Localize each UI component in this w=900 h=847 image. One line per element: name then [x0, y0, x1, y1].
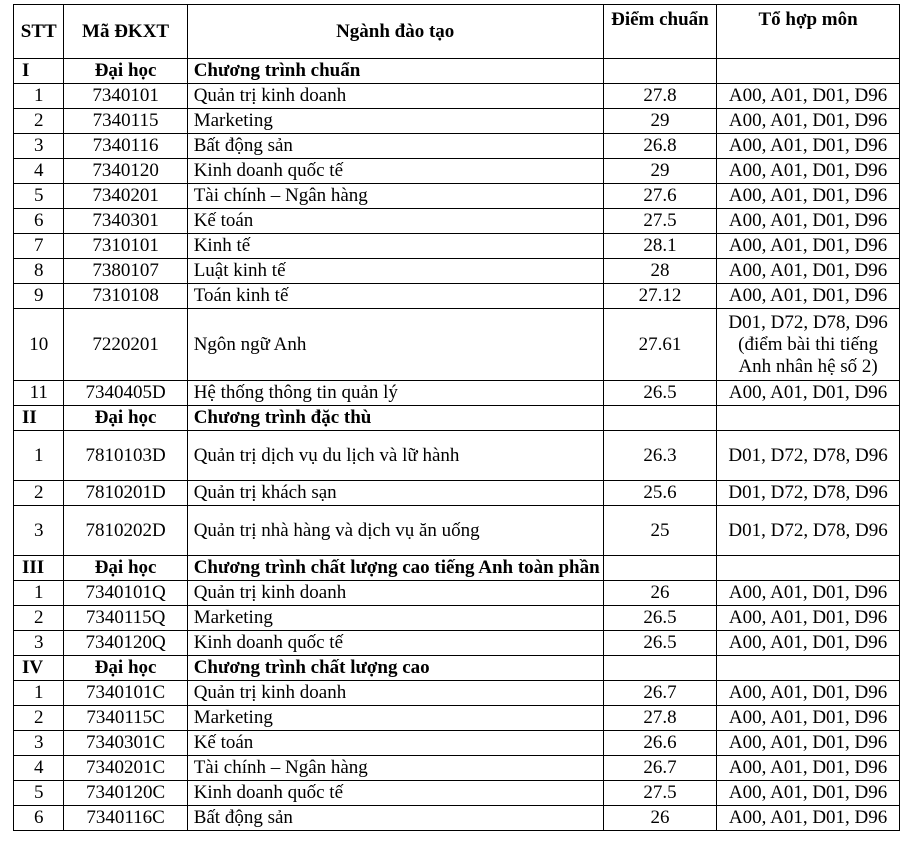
section-header-row — [14, 406, 900, 431]
row-score: 27.12 — [603, 284, 717, 309]
row-combo: A00, A01, D01, D96 — [717, 134, 900, 159]
header-code: Mã ĐKXT — [64, 5, 187, 59]
row-stt: 1 — [14, 431, 64, 481]
row-combo: A00, A01, D01, D96 — [717, 731, 900, 756]
row-stt: 1 — [14, 84, 64, 109]
row-score: 26.5 — [603, 606, 717, 631]
table-row — [14, 309, 900, 381]
row-code: 7380107 — [64, 259, 187, 284]
row-score: 27.5 — [603, 209, 717, 234]
section-number: II — [14, 406, 64, 431]
row-code: 7340405D — [64, 381, 187, 406]
row-major: Ngôn ngữ Anh — [187, 309, 603, 381]
row-score: 26.3 — [603, 431, 717, 481]
row-major: Tài chính – Ngân hàng — [187, 756, 603, 781]
section-empty-cell — [717, 59, 900, 84]
section-number: IV — [14, 656, 64, 681]
row-combo: A00, A01, D01, D96 — [717, 159, 900, 184]
table-row — [14, 184, 900, 209]
row-combo: A00, A01, D01, D96 — [717, 284, 900, 309]
row-combo: A00, A01, D01, D96 — [717, 706, 900, 731]
table-row — [14, 731, 900, 756]
row-code: 7340120 — [64, 159, 187, 184]
row-stt: 8 — [14, 259, 64, 284]
row-code: 7340101C — [64, 681, 187, 706]
row-combo: A00, A01, D01, D96 — [717, 209, 900, 234]
row-combo: A00, A01, D01, D96 — [717, 259, 900, 284]
row-major: Bất động sản — [187, 134, 603, 159]
table-row — [14, 781, 900, 806]
row-score: 26 — [603, 581, 717, 606]
row-code: 7340115Q — [64, 606, 187, 631]
row-combo: D01, D72, D78, D96 — [717, 506, 900, 556]
section-empty-cell — [603, 656, 717, 681]
row-code: 7340115C — [64, 706, 187, 731]
row-combo: A00, A01, D01, D96 — [717, 781, 900, 806]
row-stt: 10 — [14, 309, 64, 381]
row-combo: A00, A01, D01, D96 — [717, 381, 900, 406]
section-program: Chương trình chất lượng cao — [187, 656, 603, 681]
row-stt: 1 — [14, 681, 64, 706]
table-row — [14, 134, 900, 159]
row-combo: A00, A01, D01, D96 — [717, 234, 900, 259]
row-score: 25.6 — [603, 481, 717, 506]
row-stt: 2 — [14, 481, 64, 506]
row-stt: 5 — [14, 184, 64, 209]
row-stt: 4 — [14, 756, 64, 781]
row-code: 7340120Q — [64, 631, 187, 656]
table-row — [14, 581, 900, 606]
row-score: 26.5 — [603, 381, 717, 406]
row-code: 7220201 — [64, 309, 187, 381]
row-combo: A00, A01, D01, D96 — [717, 109, 900, 134]
row-combo: D01, D72, D78, D96 (điểm bài thi tiếng Anh nhân hệ số 2) — [717, 309, 900, 381]
row-score: 27.6 — [603, 184, 717, 209]
row-stt: 3 — [14, 506, 64, 556]
header-stt: STT — [14, 5, 64, 59]
table-row — [14, 284, 900, 309]
table-row — [14, 431, 900, 481]
section-number: I — [14, 59, 64, 84]
header-major: Ngành đào tạo — [187, 5, 603, 59]
section-level: Đại học — [64, 656, 187, 681]
row-score: 28.1 — [603, 234, 717, 259]
row-stt: 9 — [14, 284, 64, 309]
row-major: Quản trị kinh doanh — [187, 84, 603, 109]
row-score: 25 — [603, 506, 717, 556]
row-code: 7810103D — [64, 431, 187, 481]
section-empty-cell — [717, 406, 900, 431]
row-major: Kinh doanh quốc tế — [187, 159, 603, 184]
section-empty-cell — [717, 556, 900, 581]
row-stt: 2 — [14, 109, 64, 134]
row-score: 27.61 — [603, 309, 717, 381]
row-code: 7340120C — [64, 781, 187, 806]
row-code: 7340115 — [64, 109, 187, 134]
row-combo: A00, A01, D01, D96 — [717, 806, 900, 831]
table-row — [14, 681, 900, 706]
section-program: Chương trình chuẩn — [187, 59, 603, 84]
row-code: 7340116 — [64, 134, 187, 159]
row-major: Quản trị nhà hàng và dịch vụ ăn uống — [187, 506, 603, 556]
row-major: Kinh doanh quốc tế — [187, 631, 603, 656]
table-row — [14, 209, 900, 234]
row-stt: 6 — [14, 806, 64, 831]
row-code: 7340301 — [64, 209, 187, 234]
row-code: 7340116C — [64, 806, 187, 831]
row-code: 7810202D — [64, 506, 187, 556]
section-header-row — [14, 59, 900, 84]
row-stt: 2 — [14, 606, 64, 631]
row-major: Kinh tế — [187, 234, 603, 259]
table-row — [14, 506, 900, 556]
section-empty-cell — [717, 656, 900, 681]
header-score: Điểm chuẩn — [603, 5, 717, 59]
table-row — [14, 806, 900, 831]
section-program: Chương trình chất lượng cao tiếng Anh toàn phần — [187, 556, 603, 581]
row-code: 7340201C — [64, 756, 187, 781]
row-score: 29 — [603, 159, 717, 184]
row-stt: 6 — [14, 209, 64, 234]
row-combo: A00, A01, D01, D96 — [717, 581, 900, 606]
row-score: 26.8 — [603, 134, 717, 159]
table-body — [14, 59, 900, 831]
row-major: Quản trị kinh doanh — [187, 581, 603, 606]
row-code: 7810201D — [64, 481, 187, 506]
header-combo: Tổ hợp môn — [717, 5, 900, 59]
row-major: Hệ thống thông tin quản lý — [187, 381, 603, 406]
row-score: 27.5 — [603, 781, 717, 806]
row-major: Marketing — [187, 606, 603, 631]
row-stt: 4 — [14, 159, 64, 184]
section-empty-cell — [603, 556, 717, 581]
row-stt: 2 — [14, 706, 64, 731]
table-row — [14, 381, 900, 406]
row-stt: 3 — [14, 631, 64, 656]
admission-score-table — [13, 4, 900, 831]
table-row — [14, 756, 900, 781]
row-major: Kế toán — [187, 731, 603, 756]
row-stt: 3 — [14, 134, 64, 159]
row-stt: 1 — [14, 581, 64, 606]
row-score: 26 — [603, 806, 717, 831]
row-stt: 3 — [14, 731, 64, 756]
row-major: Kế toán — [187, 209, 603, 234]
section-level: Đại học — [64, 59, 187, 84]
section-level: Đại học — [64, 556, 187, 581]
table-row — [14, 631, 900, 656]
row-combo: A00, A01, D01, D96 — [717, 606, 900, 631]
row-major: Luật kinh tế — [187, 259, 603, 284]
table-row — [14, 606, 900, 631]
row-combo: D01, D72, D78, D96 — [717, 481, 900, 506]
row-score: 28 — [603, 259, 717, 284]
row-major: Bất động sản — [187, 806, 603, 831]
row-score: 26.7 — [603, 756, 717, 781]
table-row — [14, 706, 900, 731]
row-stt: 5 — [14, 781, 64, 806]
row-stt: 7 — [14, 234, 64, 259]
row-major: Tài chính – Ngân hàng — [187, 184, 603, 209]
row-stt: 11 — [14, 381, 64, 406]
row-score: 27.8 — [603, 84, 717, 109]
row-code: 7340101Q — [64, 581, 187, 606]
table-row — [14, 84, 900, 109]
row-major: Marketing — [187, 706, 603, 731]
row-code: 7340201 — [64, 184, 187, 209]
row-major: Toán kinh tế — [187, 284, 603, 309]
row-major: Quản trị dịch vụ du lịch và lữ hành — [187, 431, 603, 481]
row-combo: A00, A01, D01, D96 — [717, 184, 900, 209]
row-combo: A00, A01, D01, D96 — [717, 631, 900, 656]
row-score: 26.5 — [603, 631, 717, 656]
row-code: 7340301C — [64, 731, 187, 756]
table-row — [14, 159, 900, 184]
section-empty-cell — [603, 406, 717, 431]
row-score: 26.6 — [603, 731, 717, 756]
row-major: Marketing — [187, 109, 603, 134]
section-empty-cell — [603, 59, 717, 84]
row-combo: D01, D72, D78, D96 — [717, 431, 900, 481]
row-combo: A00, A01, D01, D96 — [717, 681, 900, 706]
row-combo: A00, A01, D01, D96 — [717, 756, 900, 781]
table-row — [14, 481, 900, 506]
table-header-row — [14, 5, 900, 59]
row-major: Quản trị khách sạn — [187, 481, 603, 506]
row-major: Kinh doanh quốc tế — [187, 781, 603, 806]
table-row — [14, 109, 900, 134]
section-header-row — [14, 556, 900, 581]
row-score: 27.8 — [603, 706, 717, 731]
row-combo: A00, A01, D01, D96 — [717, 84, 900, 109]
row-code: 7310101 — [64, 234, 187, 259]
table-row — [14, 259, 900, 284]
section-program: Chương trình đặc thù — [187, 406, 603, 431]
section-header-row — [14, 656, 900, 681]
row-major: Quản trị kinh doanh — [187, 681, 603, 706]
row-code: 7340101 — [64, 84, 187, 109]
row-score: 29 — [603, 109, 717, 134]
row-code: 7310108 — [64, 284, 187, 309]
row-score: 26.7 — [603, 681, 717, 706]
section-level: Đại học — [64, 406, 187, 431]
table-row — [14, 234, 900, 259]
section-number: III — [14, 556, 64, 581]
